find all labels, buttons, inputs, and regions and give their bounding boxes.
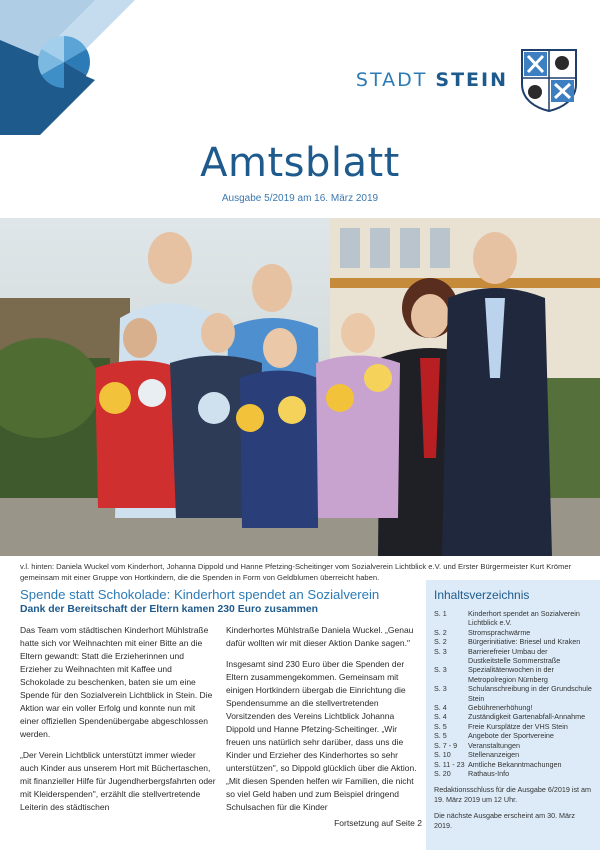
table-of-contents: [426, 580, 600, 850]
toc-page: S. 1: [434, 609, 447, 618]
article-column-2: [226, 624, 422, 822]
toc-item[interactable]: [434, 731, 592, 740]
city-coat-of-arms-icon: [520, 48, 578, 112]
article-subheadline: Dank der Bereitschaft der Eltern kamen 230 Euro zusammen: [20, 604, 318, 615]
toc-item[interactable]: [434, 665, 592, 684]
page-title: Amtsblatt: [200, 140, 400, 186]
toc-item[interactable]: [434, 637, 592, 646]
toc-text: Amtliche Bekanntmachungen: [468, 759, 562, 769]
brand-header: [356, 48, 578, 112]
toc-text: Bürgerinitiative: Briesel und Kraken: [468, 637, 581, 647]
toc-page: S. 10: [434, 750, 451, 760]
brand-city: STEIN: [435, 69, 508, 91]
toc-text: Kinderhort spendet an Sozialverein Lichtblick e.V.: [468, 609, 580, 628]
photo-caption: v.l. hinten: Daniela Wuckel vom Kinderhort, Johanna Dippold und Hanne Pfetzing-Scheitinger vom Sozialverein Lichtblick e.V. und Erster Bürgermeister Kurt Krömer gemeinsam mit einer Gruppe von Hortkindern, die die Spenden in Form von Geldblumen überreicht haben.: [20, 562, 572, 582]
toc-text: Veranstaltungen: [468, 740, 520, 750]
next-issue-note: Die nächste Ausgabe erscheint am 30. März 2019.: [434, 811, 576, 830]
toc-item[interactable]: [434, 760, 592, 769]
toc-item[interactable]: [434, 769, 592, 778]
toc-page: S. 5: [434, 721, 447, 731]
toc-item[interactable]: [434, 684, 592, 703]
toc-text: Rathaus-Info: [468, 768, 510, 778]
toc-item[interactable]: [434, 628, 592, 637]
toc-page: S. 4: [434, 712, 447, 722]
toc-page: S. 3: [434, 646, 447, 656]
toc-text: Spezialitätenwochen in der Metropolregion Nürnberg: [468, 665, 554, 684]
toc-item[interactable]: [434, 609, 592, 628]
toc-page: S. 20: [434, 768, 451, 778]
toc-text: Stromsprachwärme: [468, 627, 531, 637]
toc-item[interactable]: [434, 647, 592, 666]
toc-page: S. 4: [434, 703, 447, 713]
toc-page: S. 3: [434, 665, 447, 675]
toc-page: S. 11 - 23: [434, 759, 465, 769]
toc-page: S. 3: [434, 684, 447, 694]
toc-title: Inhaltsverzeichnis: [434, 588, 530, 602]
article-paragraph: „Der Verein Lichtblick unterstützt immer wieder auch Kinder aus unserem Hort mit Büchertaschen, mit finanzieller Hilfe für Jugendherbergsfahrten oder mit Kleiderspenden", erzählt die stellvertretende Leiterin des städtischen: [20, 750, 216, 812]
toc-text: Stellenanzeigen: [468, 750, 520, 760]
toc-text: Barrierefreier Umbau der Dustkeitstelle Sommerstraße: [468, 646, 561, 666]
editorial-deadline-note: Redaktionsschluss für die Ausgabe 6/2019 ist am 19. März 2019 um 12 Uhr.: [434, 785, 592, 804]
brand-name: [356, 69, 508, 91]
toc-text: Angebote der Sportvereine: [468, 731, 554, 741]
toc-item[interactable]: [434, 741, 592, 750]
toc-text: Freie Kursplätze der VHS Stein: [468, 721, 568, 731]
toc-item[interactable]: [434, 712, 592, 721]
article-headline: Spende statt Schokolade: Kinderhort spendet an Sozialverein: [20, 587, 380, 602]
toc-page: S. 2: [434, 637, 447, 647]
toc-item[interactable]: [434, 703, 592, 712]
toc-item[interactable]: [434, 750, 592, 759]
group-photo-image: [0, 218, 600, 556]
toc-text: Zuständigkeit Gartenabfall-Annahme: [468, 712, 586, 722]
continued-link[interactable]: Fortsetzung auf Seite 2: [334, 818, 422, 828]
toc-text: Schulanschreibung in der Grundschule Stein: [468, 684, 592, 703]
toc-page: S. 2: [434, 627, 447, 637]
article-paragraph: Das Team vom städtischen Kinderhort Mühlstraße hatte sich vor Weihnachten mit einer Bitte an die Eltern gewandt: Statt die Erzieherinnen und Erzieher zu Weihnachten mit Kaffee und Schokolade zu beschenken, baten sie um eine Spende für den Sozialverein Lichtblick in Stein. Die Aktion war ein voller Erfolg und konnte nun mit einer offiziellen Spendenübergabe abgeschlossen werden.: [20, 625, 213, 739]
brand-prefix: STADT: [355, 69, 428, 91]
toc-page: S. 5: [434, 731, 447, 741]
article-paragraph: Kinderhortes Mühlstraße Daniela Wuckel. „Genau dafür wollten wir mit dieser Aktion Danke sagen.": [226, 625, 414, 648]
article-column-1: [20, 624, 216, 822]
issue-info: Ausgabe 5/2019 am 16. März 2019: [221, 193, 379, 204]
toc-item[interactable]: [434, 722, 592, 731]
toc-page: S. 7 - 9: [434, 740, 458, 750]
corner-decoration: [0, 0, 135, 135]
toc-text: Gebührenerhöhung!: [468, 703, 533, 713]
article-paragraph: Insgesamt sind 230 Euro über die Spenden der Eltern zusammengekommen. Gemeinsam mit einigen Hortkindern übergab die Einrichtung die Spendensumme an die stellvertretenden Vorsitzenden des Vereins Lichtblick Johanna Dippold und Hanne Pfetzing-Scheitinger. „Wir freuen uns natürlich sehr darüber, dass uns die Kinder und Erzieher des Kinderhortes so sehr unterstützen", so Dippold glücklich über die Aktion. „Mit diesen Spenden helfen wir Familien, die nicht so viel Geld haben und zum Beispiel dringend Schulsachen für die Kinder: [226, 659, 417, 812]
